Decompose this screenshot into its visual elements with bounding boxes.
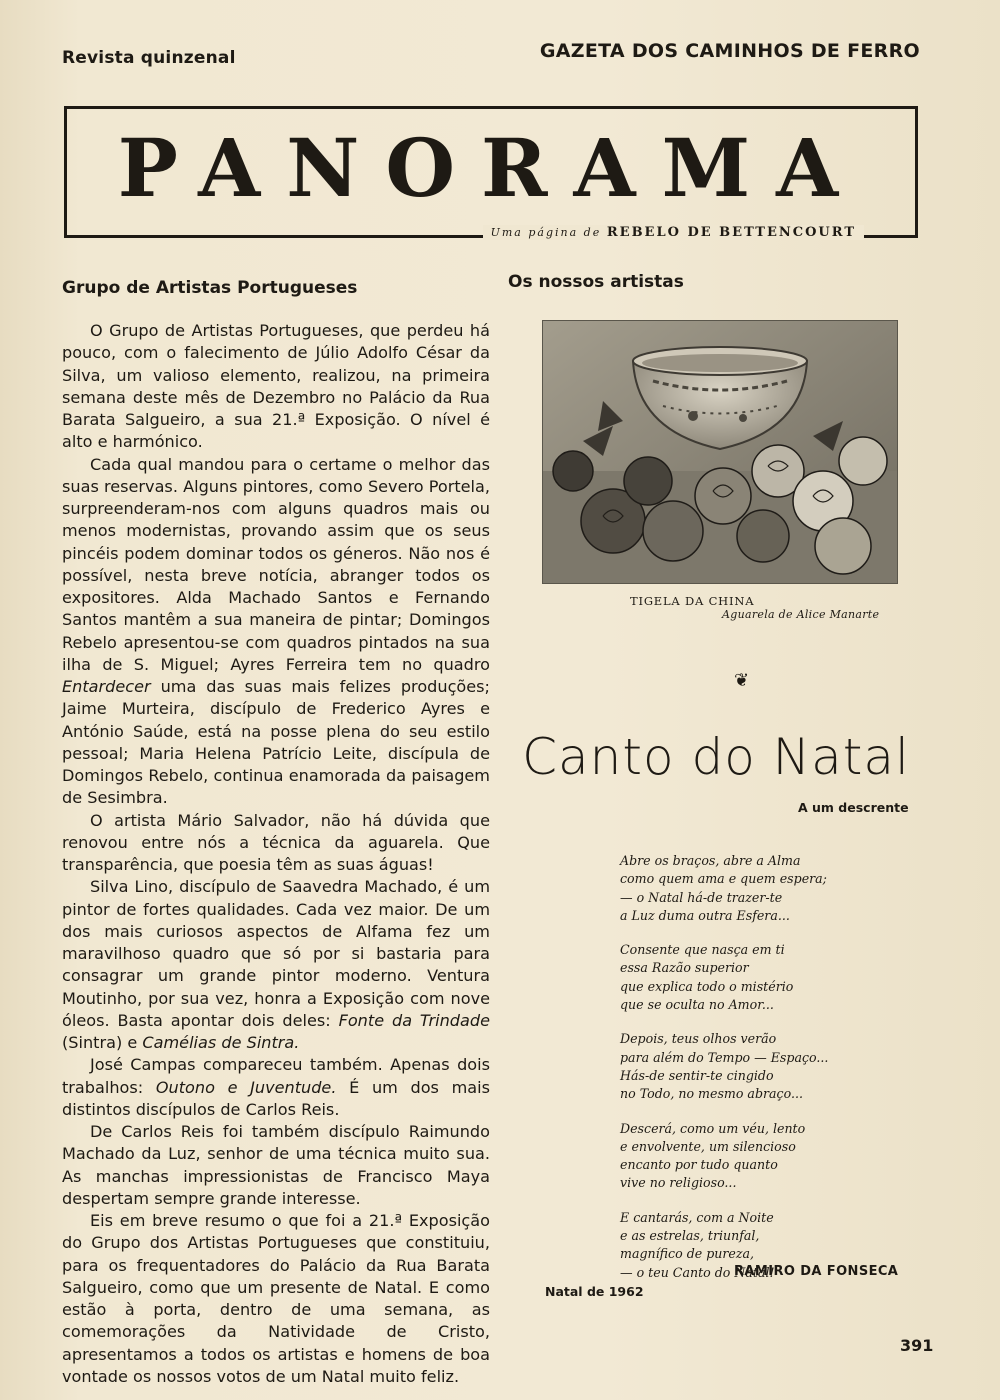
header-periodicity: Revista quinzenal bbox=[62, 48, 236, 68]
banner-subtitle-prefix: Uma página de bbox=[490, 226, 602, 239]
paragraph: Eis em breve resumo o que foi a 21.ª Exposição do Grupo dos Artistas Portugueses que constituiu, para os frequentadores do Palácio da Rua Barata Salgueiro, como que um presente de Natal. E como estão à porta, dentro de uma semana, as comemorações da Natividade de Cristo, apresentamos a todos os artistas e homens de boa vontade os nossos votos de um Natal muito feliz. bbox=[62, 1211, 490, 1386]
paragraph: Silva Lino, discípulo de Saavedra Machado, é um pintor de fortes qualidades. Cada vez maior. De um dos mais curiosos aspectos de Alfama fez um maravilhoso quadro que só por si bastaria para consagrar um grande pintor moderno. Ventura Moutinho, por sua vez, honra a Exposição com nove óleos. Basta apontar dois deles: Fonte da Trindade (Sintra) e Camélias de Sintra. bbox=[62, 877, 490, 1052]
poem-body bbox=[620, 852, 920, 1298]
illustration-caption-title: TIGELA DA CHINA bbox=[630, 594, 755, 608]
banner-subtitle bbox=[483, 225, 864, 240]
page-number: 391 bbox=[900, 1336, 934, 1355]
poem-stanza: Consente que nasça em ti essa Razão superior que explica todo o mistério que se oculta no Amor... bbox=[620, 942, 794, 1013]
banner-title: PANORAMA bbox=[117, 121, 865, 215]
poem-dedication: A um descrente bbox=[798, 800, 909, 815]
left-column-article bbox=[62, 278, 490, 1388]
watercolor-illustration bbox=[542, 320, 898, 584]
paragraph: O artista Mário Salvador, não há dúvida que renovou entre nós a técnica da aguarela. Que transparência, que poesia têm as suas águas! bbox=[62, 810, 490, 874]
paragraph: O Grupo de Artistas Portugueses, que perdeu há pouco, com o falecimento de Júlio Adolfo César da Silva, um valioso elemento, realizou, na primeira semana deste mês de Dezembro no Palácio da Rua Barata Salgueiro, a sua 21.ª Exposição. O nível é alto e harmónico. bbox=[62, 321, 490, 452]
poem-stanza: Abre os braços, abre a Alma como quem ama e quem espera; — o Natal há-de trazer-te a Luz duma outra Esfera... bbox=[620, 853, 827, 923]
article-heading: Grupo de Artistas Portugueses bbox=[62, 278, 358, 298]
poem-stanza: Depois, teus olhos verão para além do Tempo — Espaço... Hás-de sentir-te cingido no Todo, no mesmo abraço... bbox=[620, 1031, 829, 1102]
article-body bbox=[62, 320, 490, 1388]
header-publication-title: GAZETA DOS CAMINHOS DE FERRO bbox=[539, 40, 920, 62]
paragraph: Cada qual mandou para o certame o melhor das suas reservas. Alguns pintores, como Severo Portela, surpreenderam-nos com alguns quadros mais ou menos modernistas, provando assim que os seus pincéis podem dominar todos os géneros. Não nos é possível, nesta breve notícia, abranger todos os expositores. Alda Machado Santos e Fernando Santos mantêm a sua maneira de pintar; Domingos Rebelo apresentou-se com quadros pintados na sua ilha de S. Miguel; Ayres Ferreira tem no quadro Entardecer uma das suas mais felizes produções; Jaime Murteira, discípulo de Frederico Ayres e António Saúde, está na posse plena do seu estilo pessoal; Maria Helena Patrício Leite, discípula de Domingos Rebelo, continua enamorada da paisagem de Sesimbra. bbox=[62, 454, 490, 808]
poem-stanza: Descerá, como um véu, lento e envolvente, um silencioso encanto por tudo quanto vive no religioso... bbox=[620, 1120, 806, 1191]
poem-date: Natal de 1962 bbox=[545, 1284, 644, 1299]
panorama-banner bbox=[64, 106, 918, 238]
illustration-caption-credit: Aguarela de Alice Manarte bbox=[722, 608, 880, 621]
poem-title: Canto do Natal bbox=[522, 728, 910, 786]
bowl-with-roses-image bbox=[543, 321, 897, 583]
banner-subtitle-author: REBELO DE BETTENCOURT bbox=[606, 225, 856, 240]
section-heading: Os nossos artistas bbox=[508, 272, 684, 292]
paragraph: José Campas compareceu também. Apenas dois trabalhos: Outono e Juventude. É um dos mais distintos discípulos de Carlos Reis. bbox=[62, 1055, 490, 1119]
paragraph: De Carlos Reis foi também discípulo Raimundo Machado da Luz, senhor de uma técnica muito sua. As manchas impressionistas de Francisco Maya despertam sempre grande interesse. bbox=[62, 1122, 490, 1208]
poem-stanza: E cantarás, com a Noite e as estrelas, triunfal, magnífico de pureza, — o teu Canto do Natal! bbox=[620, 1209, 775, 1280]
poem-author: RAMIRO DA FONSECA bbox=[734, 1264, 899, 1279]
flower-ornament-icon: ❦ bbox=[734, 670, 750, 691]
